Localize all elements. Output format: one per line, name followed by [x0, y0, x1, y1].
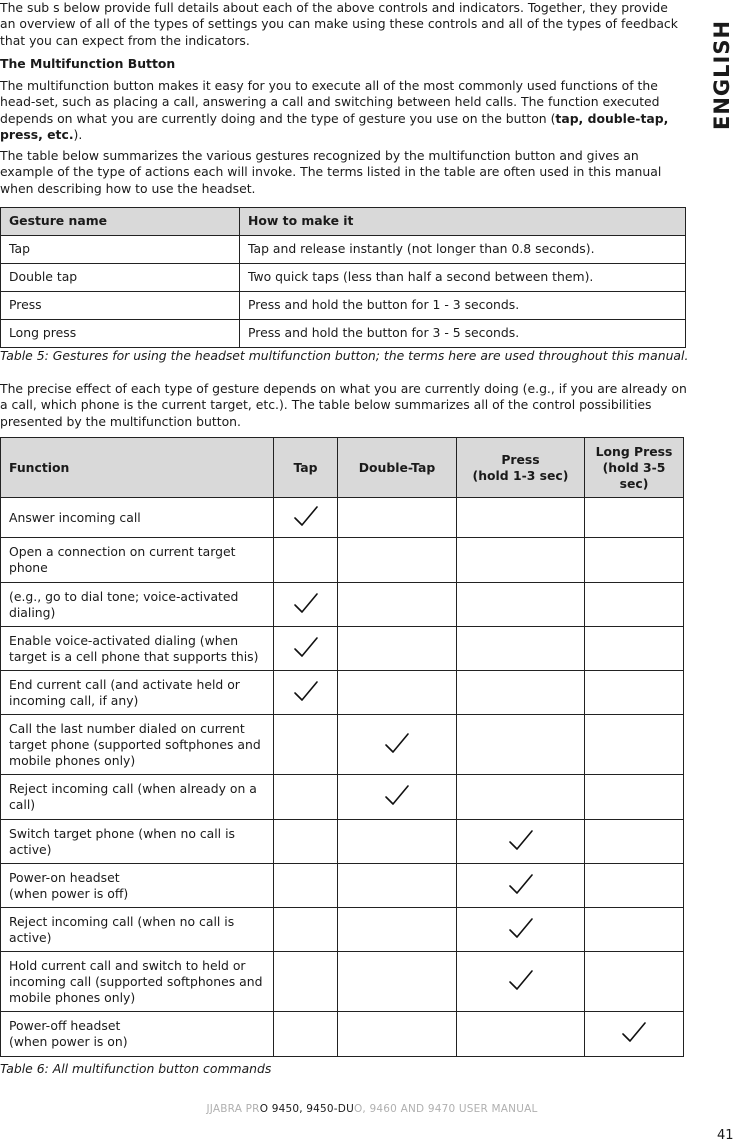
- gesture-cell: [457, 1012, 585, 1057]
- gesture-cell: [457, 952, 585, 1012]
- table-row: [1, 864, 684, 908]
- functions-table-body: [1, 498, 684, 1057]
- gestures-table-header: [1, 208, 686, 236]
- gesture-cell: [585, 952, 684, 1012]
- gesture-cell: [585, 498, 684, 538]
- gesture-name-cell: Double tap: [1, 264, 240, 292]
- page-number: 41: [717, 1128, 734, 1143]
- gesture-cell: [274, 1012, 338, 1057]
- footer-text-models: O 9450, 9450-DU: [259, 1103, 354, 1115]
- checkmark-icon: [293, 591, 319, 615]
- gesture-cell: [457, 908, 585, 952]
- header-long-press: Long Press (hold 3-5 sec): [585, 438, 684, 498]
- table-row: [1, 538, 684, 583]
- gesture-name-cell: Tap: [1, 236, 240, 264]
- gesture-cell: [274, 627, 338, 671]
- checkmark-icon: [621, 1020, 647, 1044]
- gesture-cell: [274, 583, 338, 627]
- gesture-cell: [585, 671, 684, 715]
- gesture-cell: [338, 1012, 457, 1057]
- gesture-cell: [585, 583, 684, 627]
- gesture-cell: [338, 671, 457, 715]
- gesture-cell: [457, 583, 585, 627]
- table-row: [1, 908, 684, 952]
- table-row: [1, 236, 686, 264]
- gesture-cell: [457, 498, 585, 538]
- table-row: [1, 820, 684, 864]
- page-footer: [0, 1101, 744, 1117]
- gesture-cell: [274, 671, 338, 715]
- gesture-how-cell: Press and hold the button for 1 - 3 seconds.: [240, 292, 686, 320]
- function-cell: Power-off headset (when power is on): [1, 1012, 274, 1057]
- gesture-cell: [338, 538, 457, 583]
- gesture-cell: [274, 715, 338, 775]
- gesture-cell: [338, 864, 457, 908]
- section-heading: The Multifunction Button: [0, 56, 176, 71]
- table-row: [1, 320, 686, 348]
- table-row: [1, 671, 684, 715]
- gesture-cell: [274, 775, 338, 820]
- gesture-cell: [457, 864, 585, 908]
- gesture-cell: [274, 538, 338, 583]
- language-tab-label: ENGLISH: [710, 19, 734, 130]
- precise-paragraph: The precise effect of each type of gesture depends on what you are currently doing (e.g., if you are already on a call, which phone is the current target, etc.). The table below summarizes all of the control possibilities presented by the multifunction button.: [0, 381, 687, 429]
- footer-text-start: JJABRA PR: [206, 1103, 260, 1115]
- gesture-name-cell: Press: [1, 292, 240, 320]
- table-intro-paragraph: The table below summarizes the various gestures recognized by the multifunction button and gives an example of the type of actions each will invoke. The terms listed in the table are often used in this manual when describing how to use the headset.: [0, 148, 662, 196]
- table6-caption: Table 6: All multifunction button commands: [0, 1061, 272, 1076]
- table-row: [1, 292, 686, 320]
- header-double-tap: Double-Tap: [338, 438, 457, 498]
- function-cell: Hold current call and switch to held or incoming call (supported softphones and mobile phones only): [1, 952, 274, 1012]
- checkmark-icon: [293, 679, 319, 703]
- footer-text-end: O, 9460 AND 9470 USER MANUAL: [353, 1103, 538, 1115]
- gesture-how-cell: Tap and release instantly (not longer than 0.8 seconds).: [240, 236, 686, 264]
- gesture-cell: [338, 952, 457, 1012]
- table-row: [1, 498, 684, 538]
- function-cell: Power-on headset (when power is off): [1, 864, 274, 908]
- gesture-cell: [338, 498, 457, 538]
- table5-caption: Table 5: Gestures for using the headset multifunction button; the terms here are used throughout this manual.: [0, 348, 689, 363]
- checkmark-icon: [508, 828, 534, 852]
- gesture-cell: [585, 715, 684, 775]
- table-row: [1, 264, 686, 292]
- gesture-cell: [585, 864, 684, 908]
- checkmark-icon: [508, 968, 534, 992]
- gesture-cell: [585, 538, 684, 583]
- function-cell: End current call (and activate held or incoming call, if any): [1, 671, 274, 715]
- mfb-paragraph: [0, 78, 690, 144]
- function-cell: Answer incoming call: [1, 498, 274, 538]
- intro-paragraph: The sub s below provide full details about each of the above controls and indicators. Together, they provide an overview of all of the types of settings you can make using these controls and all of the types of feedback that you can expect from the indicators.: [0, 0, 678, 48]
- function-cell: Enable voice-activated dialing (when target is a cell phone that supports this): [1, 627, 274, 671]
- header-gesture-name: Gesture name: [1, 208, 240, 236]
- table-row: [1, 952, 684, 1012]
- function-cell: Open a connection on current target phone: [1, 538, 274, 583]
- table-row: [1, 583, 684, 627]
- gesture-cell: [274, 864, 338, 908]
- mfb-paragraph-start: The multifunction button makes it easy for you to execute all of the most commonly used functions of the head-set, such as placing a call, answering a call and switching between held calls. The function executed depends on what you are currently doing and the type of gesture you use on the button (: [0, 78, 660, 126]
- gesture-cell: [457, 775, 585, 820]
- checkmark-icon: [384, 783, 410, 807]
- mfb-paragraph-end: ).: [73, 127, 83, 143]
- gesture-cell: [457, 715, 585, 775]
- checkmark-icon: [508, 872, 534, 896]
- gesture-cell: [338, 908, 457, 952]
- function-cell: (e.g., go to dial tone; voice-activated dialing): [1, 583, 274, 627]
- header-function: Function: [1, 438, 274, 498]
- gesture-cell: [585, 775, 684, 820]
- checkmark-icon: [293, 635, 319, 659]
- checkmark-icon: [508, 916, 534, 940]
- gesture-cell: [585, 627, 684, 671]
- gesture-cell: [457, 820, 585, 864]
- gesture-name-cell: Long press: [1, 320, 240, 348]
- header-how-to: How to make it: [240, 208, 686, 236]
- mfb-paragraph-gestures: tap, double-tap, press, etc.: [0, 110, 669, 143]
- gesture-cell: [457, 627, 585, 671]
- functions-table-header: [1, 438, 684, 498]
- table-row: [1, 1012, 684, 1057]
- gesture-cell: [274, 908, 338, 952]
- header-press: Press (hold 1-3 sec): [457, 438, 585, 498]
- gesture-cell: [274, 820, 338, 864]
- function-cell: Call the last number dialed on current target phone (supported softphones and mobile phones only): [1, 715, 274, 775]
- header-tap: Tap: [274, 438, 338, 498]
- gesture-how-cell: Press and hold the button for 3 - 5 seconds.: [240, 320, 686, 348]
- gestures-table: [0, 207, 686, 348]
- functions-table: [0, 437, 684, 1057]
- gesture-how-cell: Two quick taps (less than half a second between them).: [240, 264, 686, 292]
- gesture-cell: [338, 820, 457, 864]
- gesture-cell: [585, 820, 684, 864]
- gesture-cell: [457, 671, 585, 715]
- gesture-cell: [338, 775, 457, 820]
- function-cell: Switch target phone (when no call is active): [1, 820, 274, 864]
- gesture-cell: [585, 1012, 684, 1057]
- checkmark-icon: [384, 731, 410, 755]
- checkmark-icon: [293, 504, 319, 528]
- gesture-cell: [274, 952, 338, 1012]
- table-row: [1, 775, 684, 820]
- gesture-cell: [338, 715, 457, 775]
- table-row: [1, 627, 684, 671]
- gesture-cell: [585, 908, 684, 952]
- gesture-cell: [274, 498, 338, 538]
- gesture-cell: [338, 583, 457, 627]
- table-row: [1, 715, 684, 775]
- function-cell: Reject incoming call (when already on a call): [1, 775, 274, 820]
- gesture-cell: [457, 538, 585, 583]
- function-cell: Reject incoming call (when no call is active): [1, 908, 274, 952]
- gesture-cell: [338, 627, 457, 671]
